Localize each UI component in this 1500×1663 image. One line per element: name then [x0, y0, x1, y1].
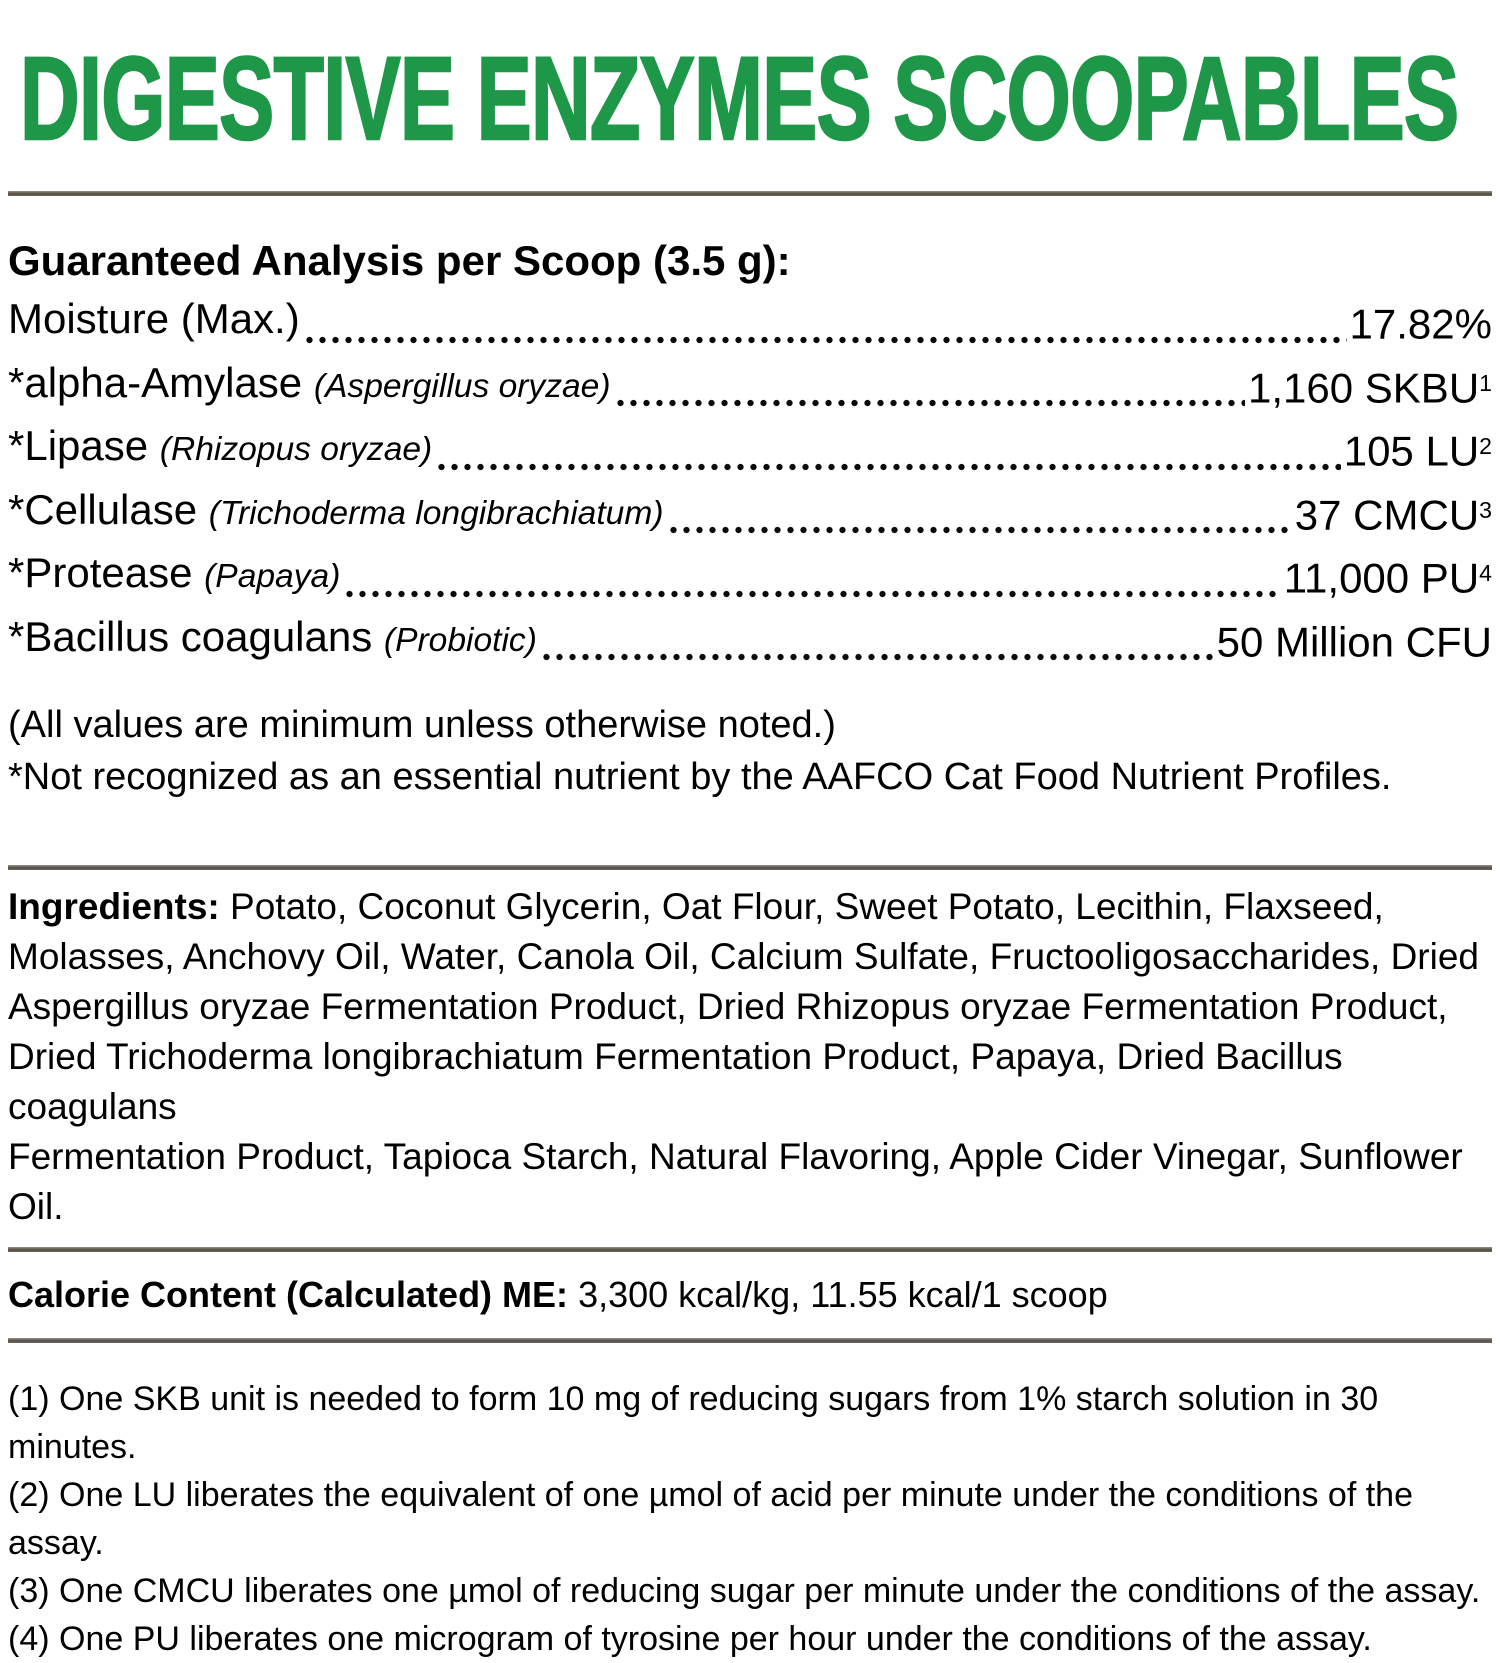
analysis-row-cellulase — [8, 481, 1492, 545]
nutrient-source: (Aspergillus oryzae) — [313, 367, 611, 405]
nutrient-value: 1,160 SKBU — [1248, 364, 1480, 412]
calorie-value: 3,300 kcal/kg, 11.55 kcal/1 scoop — [578, 1274, 1108, 1316]
nutrient-label: *Lipase — [8, 422, 149, 470]
dot-leader — [435, 463, 1340, 471]
nutrient-label: *Bacillus coagulans — [8, 612, 373, 660]
dot-leader — [343, 590, 1280, 598]
calorie-label: Calorie Content (Calculated) ME: — [8, 1274, 569, 1316]
nutrient-value: 37 CMCU — [1294, 491, 1480, 539]
divider-top — [8, 191, 1492, 196]
dot-leader — [540, 653, 1214, 661]
note-aafco: *Not recognized as an essential nutrient by the AAFCO Cat Food Nutrient Profiles. — [8, 756, 1392, 799]
dot-leader — [614, 399, 1245, 407]
nutrient-value: 17.82% — [1349, 300, 1492, 348]
divider-ingredients — [8, 865, 1492, 870]
ingredients-line: Molasses, Anchovy Oil, Water, Canola Oil, Calcium Sulfate, Fructooligosaccharides, Dried — [8, 936, 1480, 978]
divider-calories — [8, 1247, 1492, 1252]
analysis-row-lipase — [8, 417, 1492, 481]
nutrient-label: Moisture (Max.) — [8, 295, 300, 342]
ingredients-line: Dried Trichoderma longibrachiatum Fermentation Product, Papaya, Dried Bacillus coagulans — [8, 1036, 1343, 1128]
ingredients-line: Aspergillus oryzae Fermentation Product, Dried Rhizopus oryzae Fermentation Product, — [8, 986, 1448, 1028]
dot-leader — [303, 336, 1347, 344]
title-wrap — [8, 0, 1492, 165]
ingredients-text: Potato, Coconut Glycerin, Oat Flour, Sweet Potato, Lecithin, Flaxseed, — [230, 886, 1384, 928]
analysis-row-moisture — [8, 290, 1492, 354]
nutrient-label: *alpha-Amylase — [8, 358, 303, 406]
unit-superscript: 4 — [1479, 560, 1492, 587]
calorie-section — [8, 1270, 1492, 1320]
nutrient-source: (Rhizopus oryzae) — [159, 431, 433, 469]
guaranteed-analysis-heading: Guaranteed Analysis per Scoop (3.5 g): — [8, 237, 791, 284]
analysis-notes — [8, 699, 1492, 803]
nutrient-value: 105 LU — [1343, 427, 1480, 475]
nutrient-source: (Papaya) — [204, 558, 341, 596]
footnote-pu: (4) One PU liberates one microgram of tyrosine per hour under the conditions of the assay. — [8, 1620, 1372, 1659]
note-minimum-values: (All values are minimum unless otherwise noted.) — [8, 704, 836, 747]
dot-leader — [667, 526, 1292, 534]
nutrient-value: 11,000 PU — [1283, 554, 1480, 602]
divider-footnotes — [8, 1338, 1492, 1343]
analysis-row-protease — [8, 544, 1492, 608]
analysis-row-amylase — [8, 354, 1492, 418]
nutrient-label: *Protease — [8, 549, 193, 597]
ingredients-label: Ingredients: — [8, 886, 220, 928]
ingredients-section — [8, 882, 1492, 1232]
footnote-skb: (1) One SKB unit is needed to form 10 mg of reducing sugars from 1% starch solution in 30 minutes. — [8, 1380, 1379, 1467]
nutrient-label: *Cellulase — [8, 485, 198, 533]
product-title: DIGESTIVE ENZYMES SCOOPABLES — [20, 33, 1459, 165]
footnotes-section — [8, 1375, 1492, 1663]
analysis-row-bacillus — [8, 608, 1492, 672]
ingredients-line — [8, 882, 1492, 932]
guaranteed-analysis-section — [8, 232, 1492, 803]
nutrient-source: (Trichoderma longibrachiatum) — [208, 494, 664, 532]
footnote-lu: (2) One LU liberates the equivalent of one µmol of acid per minute under the conditions of the assay. — [8, 1476, 1413, 1563]
unit-superscript: 1 — [1479, 369, 1492, 396]
footnote-cmcu: (3) One CMCU liberates one µmol of reducing sugar per minute under the conditions of the assay. — [8, 1572, 1481, 1611]
nutrient-source: (Probiotic) — [383, 621, 537, 659]
unit-superscript: 2 — [1479, 433, 1492, 460]
ingredients-line: Fermentation Product, Tapioca Starch, Natural Flavoring, Apple Cider Vinegar, Sunflower Oil. — [8, 1136, 1463, 1228]
unit-superscript: 3 — [1479, 496, 1492, 523]
nutrient-value: 50 Million CFU — [1216, 618, 1492, 666]
